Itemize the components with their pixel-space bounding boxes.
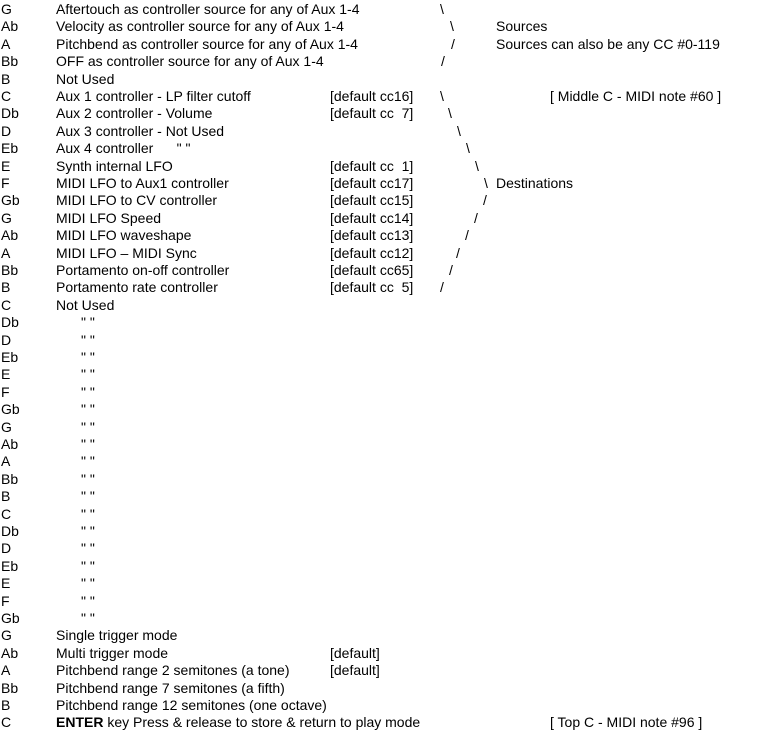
note-name: E	[1, 575, 11, 592]
description-text: key Press & release to store & return to play mode	[103, 714, 421, 731]
ditto-mark: " "	[81, 418, 95, 435]
table-row	[0, 192, 758, 209]
default-value: [default cc 7]	[330, 105, 414, 122]
note-name: D	[1, 331, 12, 348]
default-value: [default cc13]	[330, 227, 414, 244]
description-text: MIDI LFO waveshape	[56, 227, 192, 244]
table-row	[0, 401, 758, 418]
function-description	[56, 662, 289, 679]
note-name: Gb	[1, 192, 20, 209]
bracket-stroke: \	[450, 18, 454, 35]
function-description	[56, 245, 197, 262]
function-description	[56, 645, 168, 662]
note-name: C	[1, 296, 12, 313]
default-value: [default cc 5]	[330, 279, 414, 296]
bracket-stroke: /	[474, 209, 478, 226]
description-text: Velocity as controller source for any of Aux 1-4	[56, 18, 344, 35]
bracket-stroke: /	[451, 35, 455, 52]
note-name: C	[1, 714, 12, 731]
bracket-stroke: /	[440, 279, 444, 296]
ditto-mark: " "	[81, 470, 95, 487]
description-text: Not Used	[56, 70, 115, 87]
description-text: Pitchbend range 7 semitones (a fifth)	[56, 679, 285, 696]
ditto-mark: " "	[81, 523, 95, 539]
note-name: Ab	[1, 436, 19, 452]
table-row	[0, 314, 758, 331]
note-name: A	[1, 662, 11, 679]
note-name: Db	[1, 523, 19, 539]
function-description	[56, 123, 224, 140]
description-text: Multi trigger mode	[56, 644, 169, 661]
note-name: Bb	[1, 53, 19, 70]
ditto-mark: " "	[81, 610, 95, 626]
note-name: B	[1, 697, 11, 713]
default-value: [default]	[330, 662, 380, 679]
table-row	[0, 210, 758, 227]
note-name: G	[1, 1, 12, 17]
table-row	[0, 88, 758, 105]
ditto-mark: " "	[81, 349, 95, 365]
table-row	[0, 680, 758, 697]
description-text: Pitchbend as controller source for any of Aux 1-4	[56, 35, 358, 52]
note-name: Ab	[1, 18, 19, 35]
description-text: Aux 1 controller - LP filter cutoff	[56, 88, 251, 104]
note-name: C	[1, 505, 12, 522]
note-name: Gb	[1, 610, 20, 626]
note-name: A	[1, 453, 11, 470]
description-text: Aux 3 controller - Not Used	[56, 122, 225, 139]
description-text: Pitchbend range 12 semitones (one octave)	[56, 697, 327, 713]
enter-key-label: ENTER	[56, 714, 104, 731]
note-name: B	[1, 70, 11, 87]
description-text: Pitchbend range 2 semitones (a tone)	[56, 662, 290, 679]
table-row	[0, 506, 758, 523]
ditto-mark: " "	[81, 366, 95, 383]
bracket-stroke: /	[449, 262, 453, 278]
default-value: [default cc14]	[330, 209, 414, 226]
note-name: Eb	[1, 349, 19, 365]
bracket-stroke: /	[456, 244, 460, 261]
function-description	[56, 158, 173, 175]
note-name: Gb	[1, 401, 20, 418]
table-row	[0, 558, 758, 575]
table-row	[0, 105, 758, 122]
table-row	[0, 158, 758, 175]
description-text: Aux 4 controller " "	[56, 140, 191, 157]
bracket-stroke: \	[448, 105, 452, 122]
bracket-stroke: /	[441, 53, 445, 70]
description-text: Single trigger mode	[56, 627, 178, 644]
description-text: MIDI LFO Speed	[56, 209, 162, 226]
note-name: E	[1, 157, 11, 174]
note-name: E	[1, 366, 11, 383]
default-value: [default cc16]	[330, 88, 414, 104]
note-name: C	[1, 88, 12, 104]
ditto-mark: " "	[81, 575, 95, 592]
table-row	[0, 53, 758, 70]
table-row	[0, 227, 758, 244]
default-value: [default cc15]	[330, 192, 414, 209]
description-text: MIDI LFO to CV controller	[56, 192, 218, 209]
bracket-stroke: \	[475, 157, 479, 174]
ditto-mark: " "	[81, 331, 95, 348]
note-name: G	[1, 627, 12, 644]
table-row	[0, 488, 758, 505]
default-value: [default cc17]	[330, 175, 414, 191]
description-text: Aftertouch as controller source for any of Aux 1-4	[56, 1, 360, 17]
note-name: Ab	[1, 644, 19, 661]
function-description	[56, 680, 285, 697]
function-description	[56, 262, 229, 279]
table-row	[0, 575, 758, 592]
side-annotation: Sources can also be any CC #0-119	[496, 35, 720, 52]
ditto-mark: " "	[81, 488, 95, 505]
ditto-mark: " "	[81, 436, 95, 452]
note-name: Db	[1, 314, 19, 331]
default-value: [default]	[330, 644, 380, 661]
bracket-stroke: \	[466, 140, 470, 157]
function-description	[56, 71, 114, 88]
ditto-mark: " "	[81, 540, 95, 557]
default-value: [default cc 1]	[330, 157, 414, 174]
table-row	[0, 297, 758, 314]
table-row	[0, 245, 758, 262]
bracket-stroke: \	[440, 88, 444, 104]
function-description	[56, 1, 360, 18]
table-row	[0, 436, 758, 453]
note-name: A	[1, 35, 11, 52]
note-name: Eb	[1, 140, 19, 157]
note-name: Db	[1, 105, 19, 122]
note-name: G	[1, 418, 12, 435]
note-name: D	[1, 122, 12, 139]
table-row	[0, 123, 758, 140]
table-row	[0, 662, 758, 679]
bracket-stroke: \	[440, 1, 444, 17]
bracket-stroke: \	[484, 175, 488, 191]
description-text: MIDI LFO – MIDI Sync	[56, 244, 197, 261]
description-text: Aux 2 controller - Volume	[56, 105, 213, 122]
function-description	[56, 105, 212, 122]
function-description	[56, 140, 190, 157]
default-value: [default cc12]	[330, 244, 414, 261]
side-annotation: [ Top C - MIDI note #96 ]	[550, 714, 703, 731]
function-description	[56, 18, 344, 35]
bracket-stroke: \	[457, 122, 461, 139]
function-description	[56, 53, 324, 70]
table-row	[0, 627, 758, 644]
ditto-mark: " "	[81, 401, 95, 418]
function-description	[56, 36, 358, 53]
table-row	[0, 18, 758, 35]
note-name: B	[1, 279, 11, 296]
table-row	[0, 71, 758, 88]
description-text: OFF as controller source for any of Aux 1-4	[56, 53, 324, 70]
function-description	[56, 88, 251, 105]
table-row	[0, 140, 758, 157]
note-name: F	[1, 175, 10, 191]
note-name: Eb	[1, 557, 19, 574]
table-row	[0, 419, 758, 436]
ditto-mark: " "	[81, 383, 95, 400]
description-text: Not Used	[56, 296, 115, 313]
function-description	[56, 175, 229, 192]
note-name: D	[1, 540, 12, 557]
side-annotation: Sources	[496, 18, 548, 35]
table-row	[0, 349, 758, 366]
function-description	[56, 227, 191, 244]
note-name: Bb	[1, 262, 19, 278]
table-row	[0, 1, 758, 18]
table-row	[0, 332, 758, 349]
side-annotation: Destinations	[496, 175, 574, 191]
note-name: F	[1, 592, 10, 609]
note-name: F	[1, 383, 10, 400]
ditto-mark: " "	[81, 453, 95, 470]
ditto-mark: " "	[81, 592, 95, 609]
note-name: A	[1, 244, 11, 261]
table-row	[0, 523, 758, 540]
note-name: Bb	[1, 679, 19, 696]
default-value: [default cc65]	[330, 262, 414, 278]
bracket-stroke: /	[465, 227, 469, 244]
description-text: Synth internal LFO	[56, 157, 173, 174]
function-description	[56, 279, 218, 296]
table-row	[0, 384, 758, 401]
table-row	[0, 610, 758, 627]
function-description	[56, 714, 420, 731]
ditto-mark: " "	[81, 505, 95, 522]
table-row	[0, 279, 758, 296]
table-row	[0, 471, 758, 488]
side-annotation: [ Middle C - MIDI note #60 ]	[550, 88, 722, 104]
table-row	[0, 175, 758, 192]
table-row	[0, 262, 758, 279]
table-row	[0, 645, 758, 662]
note-name: Bb	[1, 470, 19, 487]
description-text: Portamento on-off controller	[56, 262, 230, 278]
table-row	[0, 366, 758, 383]
table-row	[0, 36, 758, 53]
function-description	[56, 297, 114, 314]
table-row	[0, 714, 758, 731]
description-text: Portamento rate controller	[56, 279, 218, 296]
function-description	[56, 627, 177, 644]
description-text: MIDI LFO to Aux1 controller	[56, 175, 229, 191]
ditto-mark: " "	[81, 314, 95, 331]
note-name: G	[1, 209, 12, 226]
table-row	[0, 697, 758, 714]
table-row	[0, 593, 758, 610]
table-row	[0, 540, 758, 557]
function-description	[56, 210, 161, 227]
function-description	[56, 697, 327, 714]
ditto-mark: " "	[81, 557, 95, 574]
bracket-stroke: /	[483, 192, 487, 209]
note-name: Ab	[1, 227, 19, 244]
table-row	[0, 453, 758, 470]
note-name: B	[1, 488, 11, 505]
function-description	[56, 192, 217, 209]
